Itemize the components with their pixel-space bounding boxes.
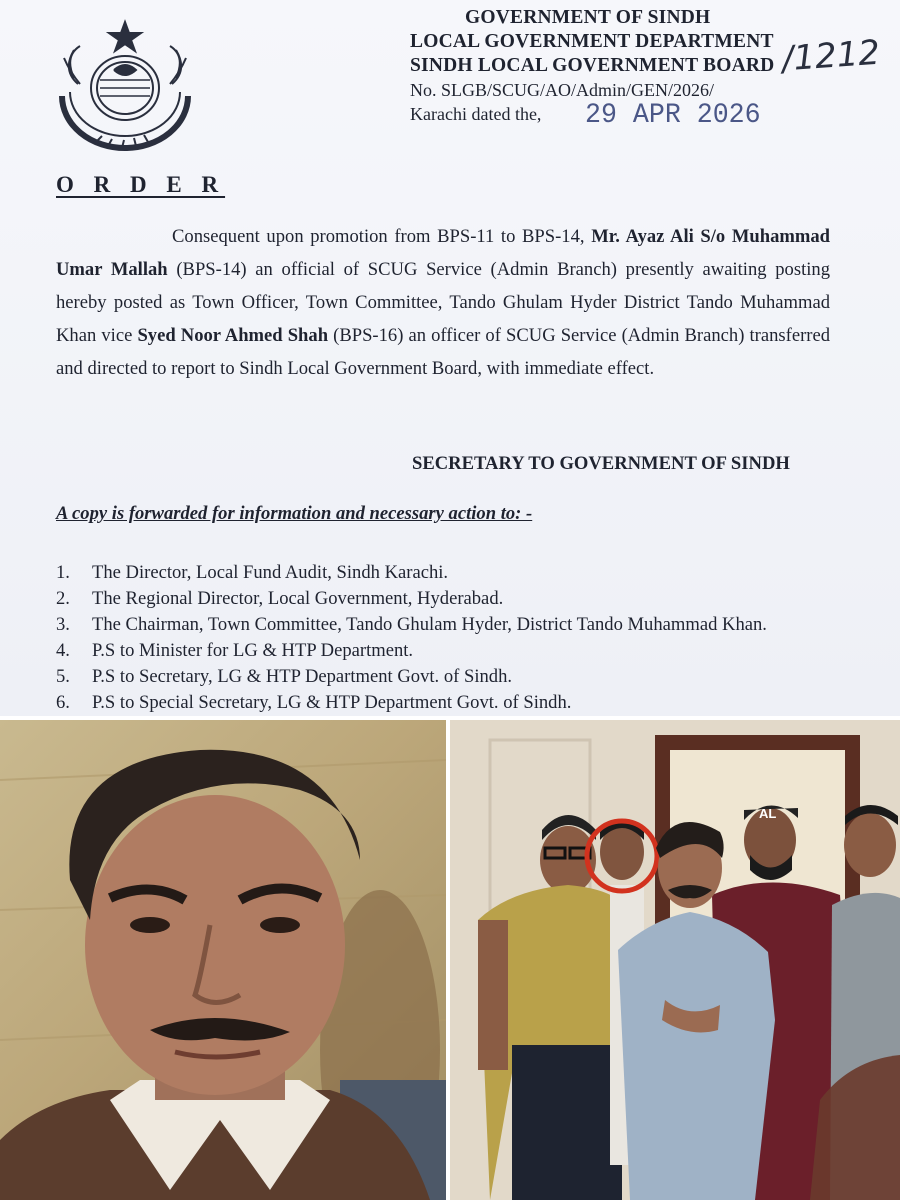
list-item: 5. P.S to Secretary, LG & HTP Department Govt. of Sindh. (56, 666, 513, 687)
letterhead-line-1: GOVERNMENT OF SINDH (465, 7, 711, 28)
date-stamp: 29 APR 2026 (585, 100, 761, 131)
signature-title: SECRETARY TO GOVERNMENT OF SINDH (412, 453, 790, 474)
promoted-official-name: Mr. Ayaz Ali S/o Muhammad Umar Mallah (56, 226, 831, 280)
group-photo (450, 720, 900, 1200)
copy-recipient-list (56, 560, 767, 716)
replaced-officer-name: Syed Noor Ahmed Shah (137, 325, 329, 346)
list-item: 6. P.S to Special Secretary, LG & HTP Department Govt. of Sindh. (56, 692, 572, 713)
list-item: 3. The Chairman, Town Committee, Tando Ghulam Hyder, District Tando Muhammad Khan. (56, 614, 767, 635)
portrait-photo (0, 720, 446, 1200)
order-body (56, 220, 830, 385)
order-title: O R D E R (56, 172, 226, 197)
list-item: 4. P.S to Minister for LG & HTP Department. (56, 640, 414, 661)
order-text-3: (BPS-16) an officer of SCUG Service (Admin Branch) transferred and directed to report to Sindh Local Government Board, with immediate effect. (56, 325, 831, 379)
handwritten-number: /1212 (780, 32, 882, 80)
government-seal-icon (44, 18, 206, 158)
order-text-2: (BPS-14) an official of SCUG Service (Admin Branch) presently awaiting posting hereby posted as Town Officer, Town Committee, Tando Ghulam Hyder District Tando Muhammad Khan vice (56, 259, 830, 346)
cap-text: AL (759, 806, 777, 821)
list-item: 1. The Director, Local Fund Audit, Sindh Karachi. (56, 562, 449, 583)
copy-forward-heading: A copy is forwarded for information and necessary action to: - (56, 503, 533, 524)
reference-number: No. SLGB/SCUG/AO/Admin/GEN/2026/ (410, 80, 715, 100)
order-text-1: Consequent upon promotion from BPS-11 to BPS-14, (172, 226, 592, 247)
letterhead-line-2: LOCAL GOVERNMENT DEPARTMENT (410, 31, 774, 52)
group-photo-illustration (450, 720, 900, 1200)
letterhead-line-3: SINDH LOCAL GOVERNMENT BOARD (410, 55, 775, 76)
portrait-illustration (0, 720, 446, 1200)
date-label: Karachi dated the, (410, 104, 542, 124)
list-item: 2. The Regional Director, Local Government, Hyderabad. (56, 588, 504, 609)
